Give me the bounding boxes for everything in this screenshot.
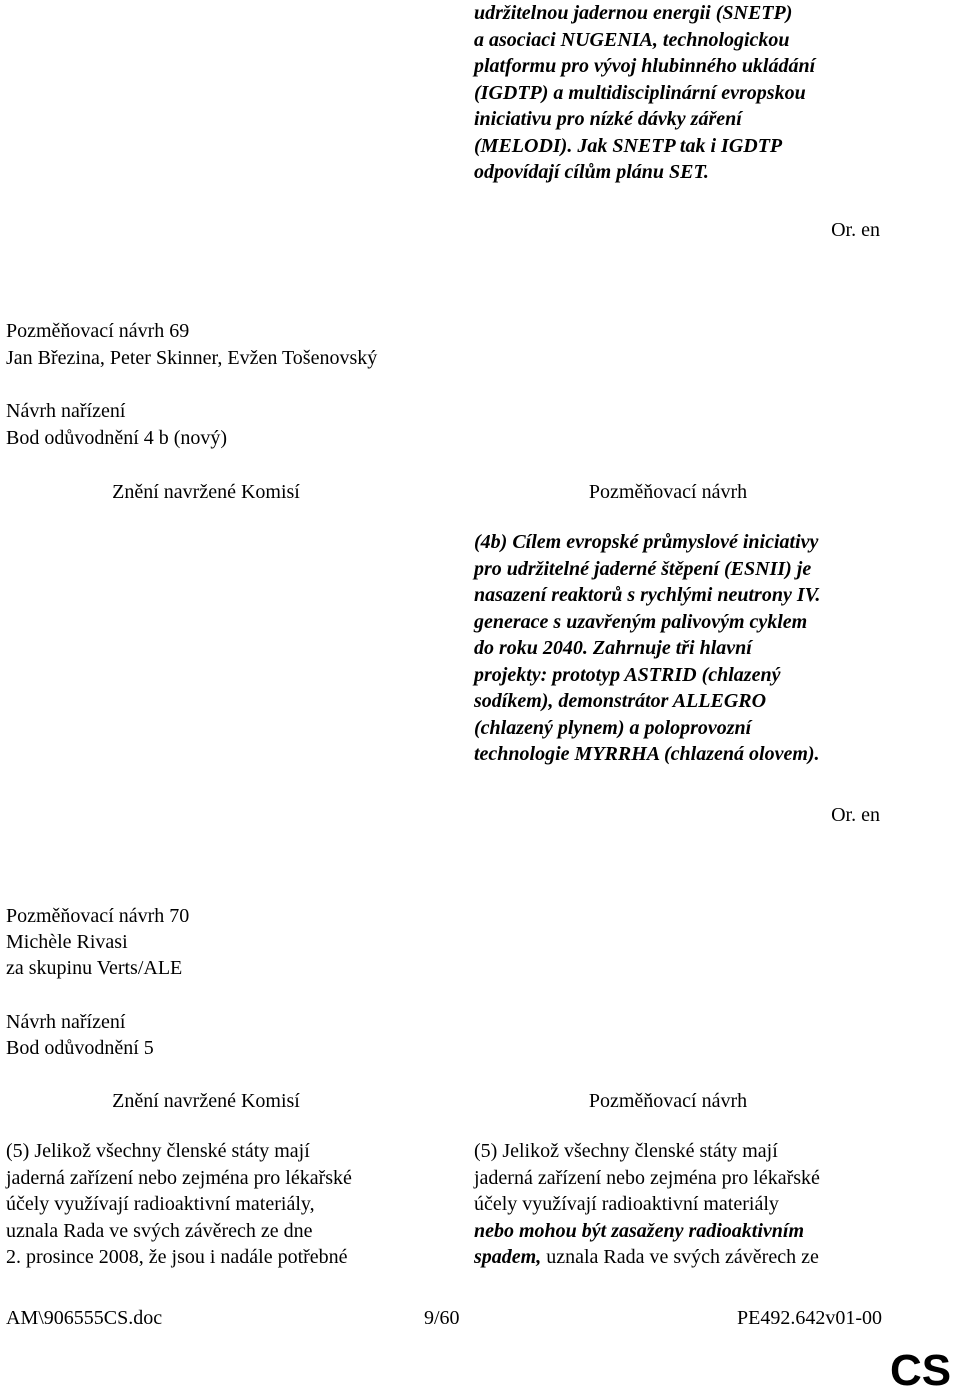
- amendment-authors: Michèle Rivasi: [6, 931, 128, 953]
- text-line: nasazení reaktorů s rychlými neutrony IV.: [474, 584, 821, 606]
- proposal-label: Návrh nařízení: [6, 1011, 126, 1033]
- amendment-title: Pozměňovací návrh 70: [6, 905, 190, 927]
- text-line: pro udržitelné jaderné štěpení (ESNII) je: [474, 557, 812, 580]
- text-line: uznala Rada ve svých závěrech ze dne: [6, 1219, 313, 1242]
- text-line: platformu pro vývoj hlubinného ukládání: [474, 55, 816, 77]
- text-line: (MELODI). Jak SNETP tak i IGDTP: [474, 134, 783, 157]
- text-line: (chlazený plynem) a poloprovozní: [474, 716, 752, 739]
- text-line: (4b) Cílem evropské průmyslové iniciativy: [474, 531, 819, 553]
- text-line: [474, 1244, 914, 1271]
- column-header-commission: Znění navržené Komisí: [112, 481, 300, 503]
- amendment-authors: Jan Březina, Peter Skinner, Evžen Tošenovský: [6, 347, 378, 369]
- amendment-title: Pozměňovací návrh 69: [6, 320, 190, 342]
- footer-page-number: 9/60: [424, 1307, 460, 1329]
- text-line: a asociaci NUGENIA, technologickou: [474, 28, 790, 51]
- amendment-text: [474, 1138, 914, 1271]
- top-fragment-text: [474, 0, 914, 186]
- text-line: do roku 2040. Zahrnuje tři hlavní: [474, 637, 752, 659]
- footer-doc-ref: AM\906555CS.doc: [6, 1307, 163, 1329]
- footer-pe-ref: PE492.642v01-00: [737, 1307, 882, 1329]
- language-code: CS: [890, 1346, 952, 1395]
- text-line-added: nebo mohou být zasaženy radioaktivním: [474, 1219, 805, 1242]
- text-line: jaderná zařízení nebo zejména pro lékařské: [474, 1166, 820, 1189]
- text-unchanged: uznala Rada ve svých závěrech ze: [541, 1246, 819, 1268]
- text-line: (IGDTP) a multidisciplinární evropskou: [474, 81, 806, 104]
- column-header-amendment: Pozměňovací návrh: [588, 481, 748, 503]
- text-line: technologie MYRRHA (chlazená olovem).: [474, 743, 820, 765]
- original-language-label: Or. en: [831, 804, 880, 826]
- column-header-commission: Znění navržené Komisí: [112, 1090, 300, 1112]
- text-line: účely využívají radioaktivní materiály: [474, 1193, 779, 1215]
- text-line: projekty: prototyp ASTRID (chlazený: [474, 663, 781, 686]
- amendment-text: [474, 529, 914, 768]
- text-line: udržitelnou jadernou energii (SNETP): [474, 2, 793, 24]
- text-line: odpovídají cílům plánu SET.: [474, 161, 709, 183]
- text-line: jaderná zařízení nebo zejména pro lékařské: [6, 1166, 352, 1189]
- text-line: (5) Jelikož všechny členské státy mají: [474, 1140, 778, 1162]
- article-label: Bod odůvodnění 5: [6, 1037, 154, 1059]
- political-group: za skupinu Verts/ALE: [6, 957, 183, 979]
- text-added: spadem,: [474, 1246, 542, 1268]
- text-line: (5) Jelikož všechny členské státy mají: [6, 1140, 310, 1162]
- column-header-amendment: Pozměňovací návrh: [588, 1090, 748, 1112]
- text-line: účely využívají radioaktivní materiály,: [6, 1193, 315, 1215]
- text-line: 2. prosince 2008, že jsou i nadále potřebné: [6, 1246, 348, 1268]
- text-line: sodíkem), demonstrátor ALLEGRO: [474, 690, 767, 712]
- article-label: Bod odůvodnění 4 b (nový): [6, 427, 228, 449]
- text-line: generace s uzavřeným palivovým cyklem: [474, 610, 808, 633]
- commission-text: [6, 1138, 446, 1271]
- proposal-label: Návrh nařízení: [6, 400, 126, 422]
- original-language-label: Or. en: [831, 219, 880, 241]
- text-line: iniciativu pro nízké dávky záření: [474, 108, 742, 130]
